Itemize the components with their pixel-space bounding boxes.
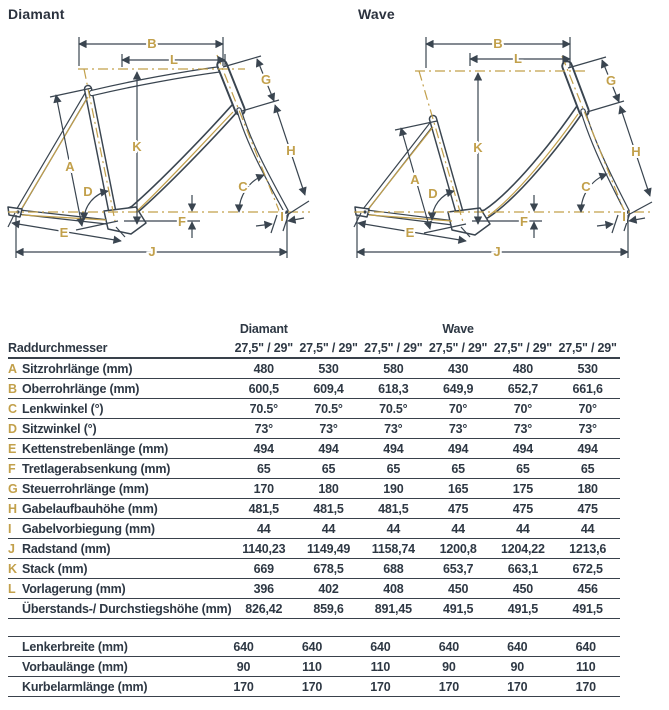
- table-row: [8, 499, 620, 519]
- row-label: Tretlagerabsenkung (mm): [22, 461, 171, 476]
- value-cell: 44: [490, 519, 555, 539]
- value-cell: 44: [231, 519, 296, 539]
- row-letter: B: [8, 381, 17, 396]
- value-cell: 530: [296, 358, 361, 379]
- dim-label-L: L: [514, 51, 522, 66]
- row-letter: G: [8, 481, 18, 496]
- value-cell: 70°: [426, 399, 491, 419]
- table-row: [8, 579, 620, 599]
- dim-label-I: I: [280, 209, 284, 224]
- value-cell: 1149,49: [296, 539, 361, 559]
- row-letter: L: [8, 581, 16, 596]
- value-cell: 491,5: [490, 599, 555, 619]
- dim-C: [238, 175, 264, 212]
- value-cell: 110: [346, 657, 414, 677]
- group-header-wave: Wave: [442, 322, 474, 336]
- size-header: 27,5" / 29": [231, 338, 296, 358]
- row-letter: A: [8, 361, 17, 376]
- row-label: Stack (mm): [22, 561, 88, 576]
- value-cell: 65: [231, 459, 296, 479]
- row-label: Vorbaulänge (mm): [22, 659, 128, 674]
- value-cell: 90: [209, 657, 277, 677]
- value-cell: 456: [555, 579, 620, 599]
- row-label: Kettenstrebenlänge (mm): [22, 441, 169, 456]
- table-row: [8, 599, 620, 619]
- value-cell: 402: [296, 579, 361, 599]
- table-row: [8, 439, 620, 459]
- value-cell: 450: [426, 579, 491, 599]
- value-cell: 618,3: [361, 379, 426, 399]
- value-cell: 44: [296, 519, 361, 539]
- size-header: 27,5" / 29": [555, 338, 620, 358]
- row-label: Vorlagerung (mm): [22, 581, 126, 596]
- value-cell: 44: [361, 519, 426, 539]
- value-cell: 170: [483, 677, 551, 697]
- value-cell: 65: [296, 459, 361, 479]
- wave-geometry-diagram: [340, 24, 669, 288]
- table-row: [8, 657, 620, 677]
- dim-B: [426, 36, 570, 68]
- value-cell: 494: [426, 439, 491, 459]
- dim-L: [122, 52, 225, 67]
- value-cell: 1200,8: [426, 539, 491, 559]
- table-row: [8, 459, 620, 479]
- cockpit-table: [8, 636, 620, 697]
- dim-H: [620, 106, 652, 215]
- row-label: Überstands-/ Durchstiegshöhe (mm): [22, 601, 232, 616]
- row-label: Lenkwinkel (°): [22, 401, 104, 416]
- value-cell: 640: [552, 637, 621, 657]
- value-cell: 649,9: [426, 379, 491, 399]
- dim-B: [79, 36, 223, 66]
- size-header: 27,5" / 29": [296, 338, 361, 358]
- table-row: [8, 358, 620, 379]
- value-cell: 70°: [555, 399, 620, 419]
- value-cell: 530: [555, 358, 620, 379]
- wave-gold-accents: [369, 114, 578, 221]
- dim-label-I: I: [622, 209, 626, 224]
- row-label: Gabelaufbauhöhe (mm): [22, 501, 158, 516]
- value-cell: 663,1: [490, 559, 555, 579]
- value-cell: 481,5: [361, 499, 426, 519]
- row-letter: E: [8, 441, 17, 456]
- value-cell: 640: [278, 637, 346, 657]
- value-cell: 65: [490, 459, 555, 479]
- dim-L: [470, 51, 570, 66]
- table-row: [8, 479, 620, 499]
- value-cell: 70.5°: [231, 399, 296, 419]
- row-label: Lenkerbreite (mm): [22, 639, 128, 654]
- diamant-gold-accents: [22, 97, 233, 220]
- value-cell: 494: [231, 439, 296, 459]
- value-cell: 110: [552, 657, 621, 677]
- dim-label-H: H: [631, 144, 641, 159]
- dim-label-B: B: [493, 36, 503, 51]
- wave-frame-drawing: [355, 66, 630, 235]
- dim-label-C: C: [581, 179, 591, 194]
- value-cell: 408: [361, 579, 426, 599]
- size-header: 27,5" / 29": [361, 338, 426, 358]
- value-cell: 1140,23: [231, 539, 296, 559]
- dim-I: [256, 209, 304, 233]
- dim-label-K: K: [132, 139, 142, 154]
- dim-label-E: E: [59, 225, 69, 240]
- diamant-frame-drawing: [8, 65, 289, 234]
- value-cell: 70.5°: [296, 399, 361, 419]
- value-cell: 70°: [490, 399, 555, 419]
- diamant-geometry-diagram: [2, 24, 336, 288]
- value-cell: 90: [483, 657, 551, 677]
- dim-label-E: E: [405, 225, 415, 240]
- dim-label-D: D: [83, 184, 93, 199]
- value-cell: 1213,6: [555, 539, 620, 559]
- value-cell: 430: [426, 358, 491, 379]
- value-cell: 170: [346, 677, 414, 697]
- row-letter: H: [8, 501, 17, 516]
- value-cell: 653,7: [426, 559, 491, 579]
- value-cell: 180: [296, 479, 361, 499]
- value-cell: 891,45: [361, 599, 426, 619]
- value-cell: 90: [415, 657, 483, 677]
- value-cell: 475: [555, 499, 620, 519]
- dim-label-L: L: [170, 52, 178, 67]
- value-cell: 480: [231, 358, 296, 379]
- dim-label-J: J: [148, 244, 156, 259]
- value-cell: 73°: [555, 419, 620, 439]
- value-cell: 44: [426, 519, 491, 539]
- dim-label-F: F: [520, 214, 528, 229]
- value-cell: 110: [278, 657, 346, 677]
- group-header-diamant: Diamant: [239, 322, 288, 336]
- row-label: Gabelvorbiegung (mm): [22, 521, 155, 536]
- dim-label-K: K: [473, 140, 483, 155]
- value-cell: 640: [209, 637, 277, 657]
- dim-label-F: F: [178, 214, 186, 229]
- table-row: [8, 677, 620, 697]
- row-letter: K: [8, 561, 17, 576]
- value-cell: 494: [361, 439, 426, 459]
- value-cell: 170: [415, 677, 483, 697]
- value-cell: 475: [426, 499, 491, 519]
- dim-label-A: A: [65, 159, 75, 174]
- value-cell: 669: [231, 559, 296, 579]
- dim-J: [16, 215, 287, 259]
- frame-diagrams: [0, 0, 669, 318]
- value-cell: 481,5: [296, 499, 361, 519]
- value-cell: 480: [490, 358, 555, 379]
- row-label: Steuerrohrlänge (mm): [22, 481, 149, 496]
- group-header-row: [8, 320, 620, 338]
- row-letter: I: [8, 521, 12, 536]
- value-cell: 640: [483, 637, 551, 657]
- row-label: Radstand (mm): [22, 541, 111, 556]
- dim-label-A: A: [410, 172, 420, 187]
- value-cell: 70.5°: [361, 399, 426, 419]
- value-cell: 180: [555, 479, 620, 499]
- row-letter: J: [8, 541, 15, 556]
- row-letter: D: [8, 421, 17, 436]
- value-cell: 170: [278, 677, 346, 697]
- row-letter: F: [8, 461, 16, 476]
- dim-label-B: B: [147, 36, 157, 51]
- value-cell: 1158,74: [361, 539, 426, 559]
- wave-title: Wave: [358, 6, 395, 22]
- dim-label-G: G: [260, 72, 272, 87]
- value-cell: 640: [346, 637, 414, 657]
- value-cell: 481,5: [231, 499, 296, 519]
- value-cell: 494: [555, 439, 620, 459]
- dim-J: [357, 215, 628, 259]
- diamant-title: Diamant: [8, 6, 65, 22]
- value-cell: 73°: [426, 419, 491, 439]
- value-cell: 396: [231, 579, 296, 599]
- size-header-row: [8, 338, 620, 358]
- value-cell: 1204,22: [490, 539, 555, 559]
- table-row: [8, 519, 620, 539]
- value-cell: 688: [361, 559, 426, 579]
- value-cell: 190: [361, 479, 426, 499]
- row-header: Raddurchmesser: [8, 338, 231, 358]
- value-cell: 494: [296, 439, 361, 459]
- value-cell: 652,7: [490, 379, 555, 399]
- size-header: 27,5" / 29": [426, 338, 491, 358]
- value-cell: 170: [209, 677, 277, 697]
- value-cell: 73°: [361, 419, 426, 439]
- dim-C: [581, 174, 607, 212]
- row-letter: C: [8, 401, 17, 416]
- table-row: [8, 559, 620, 579]
- value-cell: 859,6: [296, 599, 361, 619]
- dim-label-J: J: [493, 244, 501, 259]
- table-row: [8, 539, 620, 559]
- value-cell: 65: [426, 459, 491, 479]
- row-label: Oberrohrlänge (mm): [22, 381, 140, 396]
- value-cell: 175: [490, 479, 555, 499]
- dim-label-H: H: [286, 143, 296, 158]
- value-cell: 73°: [296, 419, 361, 439]
- dim-K: [473, 73, 483, 224]
- row-label: Sitzwinkel (°): [22, 421, 97, 436]
- value-cell: 580: [361, 358, 426, 379]
- geometry-table: [8, 320, 620, 619]
- table-row: [8, 399, 620, 419]
- value-cell: 73°: [490, 419, 555, 439]
- dim-label-D: D: [428, 186, 438, 201]
- value-cell: 491,5: [555, 599, 620, 619]
- dim-label-G: G: [605, 73, 617, 88]
- size-header: 27,5" / 29": [490, 338, 555, 358]
- row-label: Kurbelarmlänge (mm): [22, 679, 148, 694]
- dim-label-C: C: [238, 179, 248, 194]
- value-cell: 678,5: [296, 559, 361, 579]
- value-cell: 661,6: [555, 379, 620, 399]
- table-row: [8, 379, 620, 399]
- value-cell: 475: [490, 499, 555, 519]
- value-cell: 600,5: [231, 379, 296, 399]
- dim-I: [597, 209, 645, 233]
- value-cell: 450: [490, 579, 555, 599]
- value-cell: 494: [490, 439, 555, 459]
- value-cell: 170: [552, 677, 621, 697]
- value-cell: 170: [231, 479, 296, 499]
- group-header-spacer: [8, 320, 231, 338]
- value-cell: 65: [361, 459, 426, 479]
- value-cell: 165: [426, 479, 491, 499]
- value-cell: 491,5: [426, 599, 491, 619]
- value-cell: 826,42: [231, 599, 296, 619]
- value-cell: 44: [555, 519, 620, 539]
- value-cell: 65: [555, 459, 620, 479]
- value-cell: 672,5: [555, 559, 620, 579]
- table-row: [8, 419, 620, 439]
- table-row: [8, 637, 620, 657]
- value-cell: 640: [415, 637, 483, 657]
- value-cell: 73°: [231, 419, 296, 439]
- value-cell: 609,4: [296, 379, 361, 399]
- row-label: Sitzrohrlänge (mm): [22, 361, 133, 376]
